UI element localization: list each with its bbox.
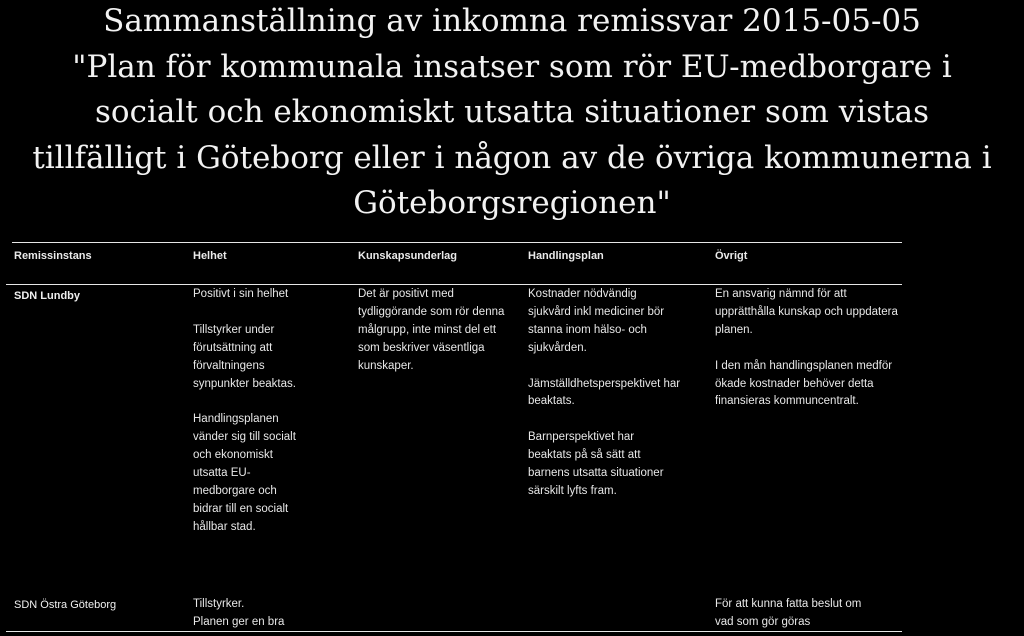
cell-lundby-helhet	[193, 286, 343, 537]
cell-paragraph: Tillstyrker under förutsättning att förvaltningens synpunkter beaktas.	[193, 323, 296, 390]
title-line-2: "Plan för kommunala insatser som rör EU-medborgare i	[72, 48, 952, 85]
title-line-5: Göteborgsregionen"	[353, 185, 671, 221]
cell-paragraph: Det är positivt med tydliggörande som rör denna målgrupp, inte minst del ett som beskriver väsentliga kunskaper.	[358, 288, 505, 372]
cell-paragraph: Tillstyrker.	[193, 598, 245, 610]
cell-lundby-handlingsplan	[528, 286, 688, 501]
row-instans-lundby: SDN Lundby	[14, 290, 80, 302]
title-line-3: socialt och ekonomiskt utsatta situationer som vistas	[95, 94, 929, 130]
header-bottom-rule	[6, 284, 902, 285]
cell-paragraph: Positivt i sin helhet	[193, 288, 289, 300]
cell-paragraph: Barnperspektivet har beaktats på så sätt att barnens utsatta situationer särskilt lyfts fram.	[528, 431, 664, 497]
cell-paragraph: Kostnader nödvändig sjukvård inkl mediciner bör stanna inom hälso- och sjukvården.	[528, 288, 665, 354]
cell-paragraph: I den mån handlingsplanen medför ökade kostnader behöver detta finansieras kommuncentralt.	[715, 359, 893, 408]
header-kunskapsunderlag: Kunskapsunderlag	[358, 250, 458, 262]
title-line-1: Sammanställning av inkomna remissvar 2015-05-05	[103, 3, 921, 39]
cell-lundby-ovrigt	[715, 286, 900, 411]
row-instans-ostra-goteborg: SDN Östra Göteborg	[14, 599, 117, 611]
table-top-rule	[12, 242, 902, 243]
cell-paragraph: Jämställdhetsperspektivet har beaktats.	[528, 377, 681, 408]
cell-paragraph: Handlingsplanen vänder sig till socialt och ekonomiskt utsatta EU-medborgare och bidrar till en socialt hållbar stad.	[193, 413, 296, 533]
table-bottom-rule	[6, 631, 902, 632]
header-ovrigt: Övrigt	[715, 250, 748, 262]
header-handlingsplan: Handlingsplan	[528, 250, 604, 262]
cell-ostra-ovrigt	[715, 596, 880, 632]
cell-ostra-helhet	[193, 596, 343, 632]
title-line-4: tillfälligt i Göteborg eller i någon av de övriga kommunerna i	[32, 139, 992, 176]
cell-paragraph: För att kunna fatta beslut om vad som gör göras	[715, 598, 862, 628]
cell-paragraph: En ansvarig nämnd för att upprätthålla kunskap och uppdatera planen.	[715, 288, 898, 336]
cell-paragraph: Planen ger en bra	[193, 615, 285, 628]
header-helhet: Helhet	[193, 250, 227, 262]
header-remissinstans: Remissinstans	[14, 250, 92, 262]
cell-lundby-kunskapsunderlag	[358, 286, 508, 376]
